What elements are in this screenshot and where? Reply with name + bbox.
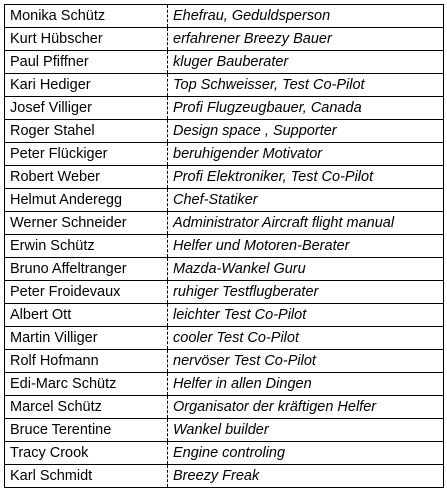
person-role: nervöser Test Co-Pilot <box>168 350 444 373</box>
table-row <box>5 281 444 304</box>
person-role: kluger Bauberater <box>168 51 444 74</box>
person-role: Engine controling <box>168 442 444 465</box>
table-row <box>5 28 444 51</box>
person-role: Mazda-Wankel Guru <box>168 258 444 281</box>
table-row <box>5 442 444 465</box>
person-role: Breezy Freak <box>168 465 444 488</box>
person-name: Marcel Schütz <box>5 396 168 419</box>
person-name: Roger Stahel <box>5 120 168 143</box>
person-role: beruhigender Motivator <box>168 143 444 166</box>
table-row <box>5 396 444 419</box>
person-role: Ehefrau, Geduldsperson <box>168 5 444 28</box>
table-row <box>5 5 444 28</box>
person-role: leichter Test Co-Pilot <box>168 304 444 327</box>
person-role: Design space , Supporter <box>168 120 444 143</box>
table-row <box>5 373 444 396</box>
table-row <box>5 189 444 212</box>
table-row <box>5 143 444 166</box>
person-role: Profi Flugzeugbauer, Canada <box>168 97 444 120</box>
table-body <box>5 5 444 488</box>
person-name: Werner Schneider <box>5 212 168 235</box>
table-row <box>5 97 444 120</box>
person-name: Helmut Anderegg <box>5 189 168 212</box>
person-name: Albert Ott <box>5 304 168 327</box>
helpers-table <box>4 4 444 488</box>
person-name: Paul Pfiffner <box>5 51 168 74</box>
person-name: Monika Schütz <box>5 5 168 28</box>
person-role: Top Schweisser, Test Co-Pilot <box>168 74 444 97</box>
person-name: Tracy Crook <box>5 442 168 465</box>
table-row <box>5 304 444 327</box>
person-name: Edi-Marc Schütz <box>5 373 168 396</box>
person-name: Kari Hediger <box>5 74 168 97</box>
person-role: Helfer in allen Dingen <box>168 373 444 396</box>
person-role: Administrator Aircraft flight manual <box>168 212 444 235</box>
person-name: Erwin Schütz <box>5 235 168 258</box>
person-role: Profi Elektroniker, Test Co-Pilot <box>168 166 444 189</box>
person-name: Kurt Hübscher <box>5 28 168 51</box>
table-row <box>5 327 444 350</box>
table-row <box>5 51 444 74</box>
table-row <box>5 235 444 258</box>
table-row <box>5 120 444 143</box>
person-name: Rolf Hofmann <box>5 350 168 373</box>
person-name: Peter Flückiger <box>5 143 168 166</box>
table-row <box>5 419 444 442</box>
person-role: Helfer und Motoren-Berater <box>168 235 444 258</box>
person-name: Josef Villiger <box>5 97 168 120</box>
person-name: Peter Froidevaux <box>5 281 168 304</box>
person-role: ruhiger Testflugberater <box>168 281 444 304</box>
table-row <box>5 258 444 281</box>
person-role: Organisator der kräftigen Helfer <box>168 396 444 419</box>
person-name: Bruce Terentine <box>5 419 168 442</box>
person-name: Martin Villiger <box>5 327 168 350</box>
table-row <box>5 166 444 189</box>
helpers-table-container <box>4 4 443 488</box>
person-name: Robert Weber <box>5 166 168 189</box>
person-role: erfahrener Breezy Bauer <box>168 28 444 51</box>
person-name: Karl Schmidt <box>5 465 168 488</box>
person-name: Bruno Affeltranger <box>5 258 168 281</box>
person-role: cooler Test Co-Pilot <box>168 327 444 350</box>
table-row <box>5 350 444 373</box>
table-row <box>5 74 444 97</box>
person-role: Chef-Statiker <box>168 189 444 212</box>
table-row <box>5 212 444 235</box>
table-row <box>5 465 444 488</box>
person-role: Wankel builder <box>168 419 444 442</box>
